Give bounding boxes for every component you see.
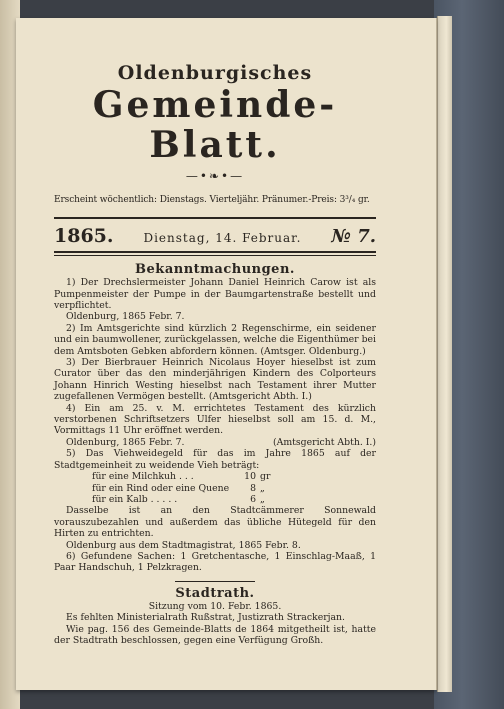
masthead-title: Gemeinde-Blatt.: [92, 84, 338, 166]
issue-dateline: [54, 225, 376, 247]
issue-number: № 7.: [331, 226, 376, 248]
price-amount: 8: [250, 482, 256, 494]
publication-info: Erscheint wöchentlich: Dienstags. Vierteljähr. Pränumer.-Preis: 3³/₄ gr.: [54, 195, 370, 206]
bekanntmachungen-body: [54, 277, 376, 574]
price-item: für ein Rind oder eine Quene: [92, 482, 230, 494]
price-unit: „: [260, 482, 265, 494]
section-heading-bekanntmachungen: Bekanntmachungen.: [135, 262, 295, 278]
price-row: [54, 471, 376, 482]
price-amount: 6: [250, 493, 256, 505]
issue-date: Dienstag, 14. Februar.: [143, 231, 302, 246]
section-heading-stadtrath: Stadtrath.: [175, 585, 255, 601]
price-item: für ein Kalb . . . . .: [92, 493, 178, 505]
price-unit: gr: [260, 471, 271, 483]
divider-rule-thin: [54, 255, 376, 256]
magistrate-signoff: Oldenburg aus dem Stadtmagistrat, 1865 Febr. 8.: [66, 539, 301, 551]
section-divider: [175, 581, 255, 582]
divider-rule: [54, 251, 376, 253]
price-amount: 10: [244, 471, 256, 483]
price-row: [54, 494, 376, 505]
notice-dateline-row: [54, 437, 376, 448]
notice-5-continued: Dasselbe ist an den Stadtcämmerer Sonnewald vorauszubezahlen und außerdem das übliche Hütegeld für den Hirten zu entrichten.: [54, 505, 376, 540]
price-row: [54, 483, 376, 494]
notice-court: (Amtsgericht Abth. I.): [273, 436, 376, 448]
notice-4: 4) Ein am 25. v. M. errichtetes Testament des kürzlich verstorbenen Schriftsetzers Ulfer hieselbst soll am 15. d. M., Vormittags 11 Uhr eröffnet werden.: [54, 402, 376, 437]
ornament-divider-icon: —•❧•—: [185, 169, 245, 184]
stadtrath-para-2: Wie pag. 156 des Gemeinde-Blatts de 1864 mitgetheilt ist, hatte der Stadtrath beschlossen, gegen eine Verfügung Großh.: [54, 623, 376, 646]
issue-year: 1865.: [54, 225, 114, 248]
newspaper-page: [16, 18, 436, 690]
notice-dateline: Oldenburg, 1865 Febr. 7.: [66, 436, 185, 448]
masthead-subtitle: Oldenburgisches: [117, 62, 313, 84]
stadtrath-para-1: Es fehlten Ministerialrath Rußstrat, Justizrath Strackerjan.: [66, 612, 346, 624]
page-content: [54, 62, 376, 646]
price-item: für eine Milchkuh . . .: [92, 471, 194, 483]
notice-1: 1) Der Drechslermeister Johann Daniel Heinrich Carow ist als Pumpenmeister der Pumpe in der Baumgartenstraße bestellt und verpflichtet.: [54, 277, 376, 311]
divider-rule: [54, 217, 376, 219]
notice-2: 2) Im Amtsgerichte sind kürzlich 2 Regenschirme, ein seidener und ein baumwollener, zurückgelassen, welche die Eigenthümer bei dem Amtsboten Gebken abfordern können. (Amtsger. Oldenburg.): [54, 322, 377, 357]
price-unit: „: [260, 493, 265, 505]
notice-dateline: Oldenburg, 1865 Febr. 7.: [66, 311, 185, 323]
notice-3: 3) Der Bierbrauer Heinrich Nicolaus Hoyer hieselbst ist zum Curator über das den minderjährigen Kindern des Colporteurs Johann Hinrich Westing hieselbst nach Testament ihrer Mutter zugefallenen Vermögen bestellt. (Amtsgericht Abth. I.): [54, 357, 376, 403]
page-edges: [437, 16, 452, 692]
notice-5: 5) Das Viehweidegeld für das im Jahre 1865 auf der Stadtgemeinheit zu weidende Vieh beträgt:: [54, 448, 376, 471]
notice-6: 6) Gefundene Sachen: 1 Gretchentasche, 1 Einschlag-Maaß, 1 Paar Handschuh, 1 Pelzkragen.: [54, 550, 376, 574]
session-date: Sitzung vom 10. Febr. 1865.: [148, 600, 282, 612]
